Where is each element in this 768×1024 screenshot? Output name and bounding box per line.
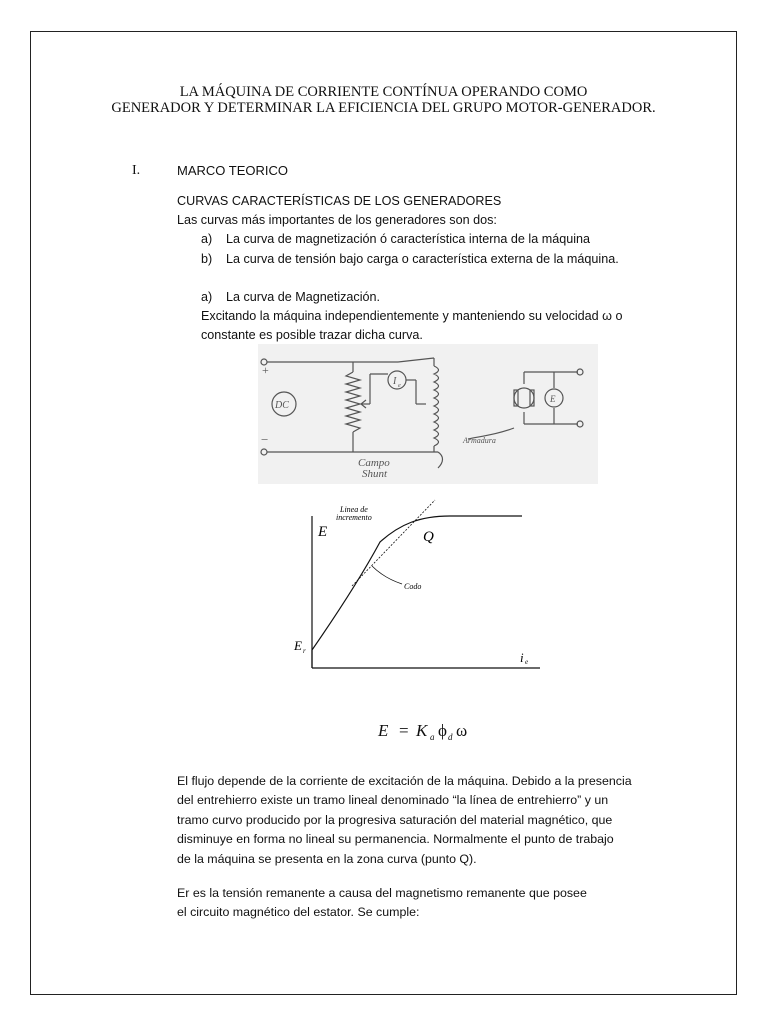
tangent-label-1: Linea de — [340, 505, 368, 514]
subsection-marker: a) — [201, 290, 213, 304]
list-item-a: La curva de magnetización ó característica interna de la máquina — [226, 232, 591, 246]
tangent-label-2: incremento — [336, 513, 372, 522]
section-heading: MARCO TEORICO — [177, 163, 288, 178]
magnetization-curve-graph — [290, 494, 550, 672]
section-number: I. — [132, 163, 141, 178]
formula-phi-sub: d — [448, 732, 453, 742]
formula-omega: ω — [456, 721, 468, 740]
dc-label: DC — [275, 400, 289, 411]
knee-label: Codo — [404, 582, 422, 591]
meter-label: E — [550, 394, 556, 404]
er-sub: r — [303, 647, 306, 655]
er-label: E — [294, 638, 302, 653]
list-item-b: La curva de tensión bajo carga o característica externa de la máquina. — [226, 252, 619, 266]
circuit-diagram — [258, 344, 598, 484]
list-marker-b: b) — [201, 252, 213, 266]
paragraph-flux-line: de la máquina se presenta en la zona curva (punto Q). — [177, 851, 477, 866]
paragraph-flux-line: El flujo depende de la corriente de excitación de la máquina. Debido a la presencia — [177, 774, 632, 788]
q-label: Q — [423, 529, 434, 545]
paragraph-er-line: Er es la tensión remanente a causa del magnetismo remanente que posee — [177, 886, 587, 900]
minus-sign: − — [261, 432, 269, 447]
knee-pointer — [372, 566, 402, 584]
paragraph-flux — [177, 772, 697, 869]
description-line-1: Excitando la máquina independientemente y manteniendo su velocidad ω o — [201, 309, 623, 323]
title-line-1: LA MÁQUINA DE CORRIENTE CONTÍNUA OPERANDO COMO — [179, 84, 588, 100]
list-marker-a: a) — [201, 232, 213, 246]
description-line-2: constante es posible trazar dicha curva. — [201, 328, 423, 342]
subheading: CURVAS CARACTERÍSTICAS DE LOS GENERADORES — [177, 194, 502, 208]
circuit-background — [258, 344, 598, 484]
emf-formula — [376, 717, 496, 745]
subsection-title: La curva de Magnetización. — [226, 290, 381, 304]
formula-k-sub: a — [430, 732, 435, 742]
paragraph-er-line: el circuito magnético del estator. Se cumple: — [177, 905, 420, 920]
paragraph-flux-line: del entrehierro existe un tramo lineal denominado “la línea de entrehierro” y un — [177, 793, 609, 808]
paragraph-flux-line: tramo curvo producido por la progresiva saturación del material magnético, que — [177, 812, 613, 827]
title-line-2: GENERADOR Y DETERMINAR LA EFICIENCIA DEL GRUPO MOTOR-GENERADOR. — [111, 100, 656, 116]
formula-lhs: E — [378, 721, 389, 740]
field-label-2: Shunt — [362, 468, 388, 480]
magnetization-curve — [312, 516, 522, 668]
formula-k: K — [416, 721, 428, 740]
x-axis-sub: e — [525, 658, 529, 666]
x-axis-label: i — [520, 650, 524, 665]
armature-label: Armadura — [463, 436, 496, 445]
ammeter-label: I — [393, 376, 397, 387]
formula-phi: ϕ — [438, 721, 447, 740]
ammeter-sub: e — [398, 383, 401, 389]
formula-equals: = — [399, 721, 409, 740]
paragraph-flux-line: disminuye en forma no lineal su permanencia. Normalmente el punto de trabajo — [177, 832, 614, 847]
intro-text: Las curvas más importantes de los generadores son dos: — [177, 213, 497, 227]
field-label-1: Campo — [358, 457, 390, 469]
paragraph-er — [177, 884, 697, 923]
y-axis-label: E — [318, 524, 328, 540]
plus-sign: + — [262, 363, 269, 377]
